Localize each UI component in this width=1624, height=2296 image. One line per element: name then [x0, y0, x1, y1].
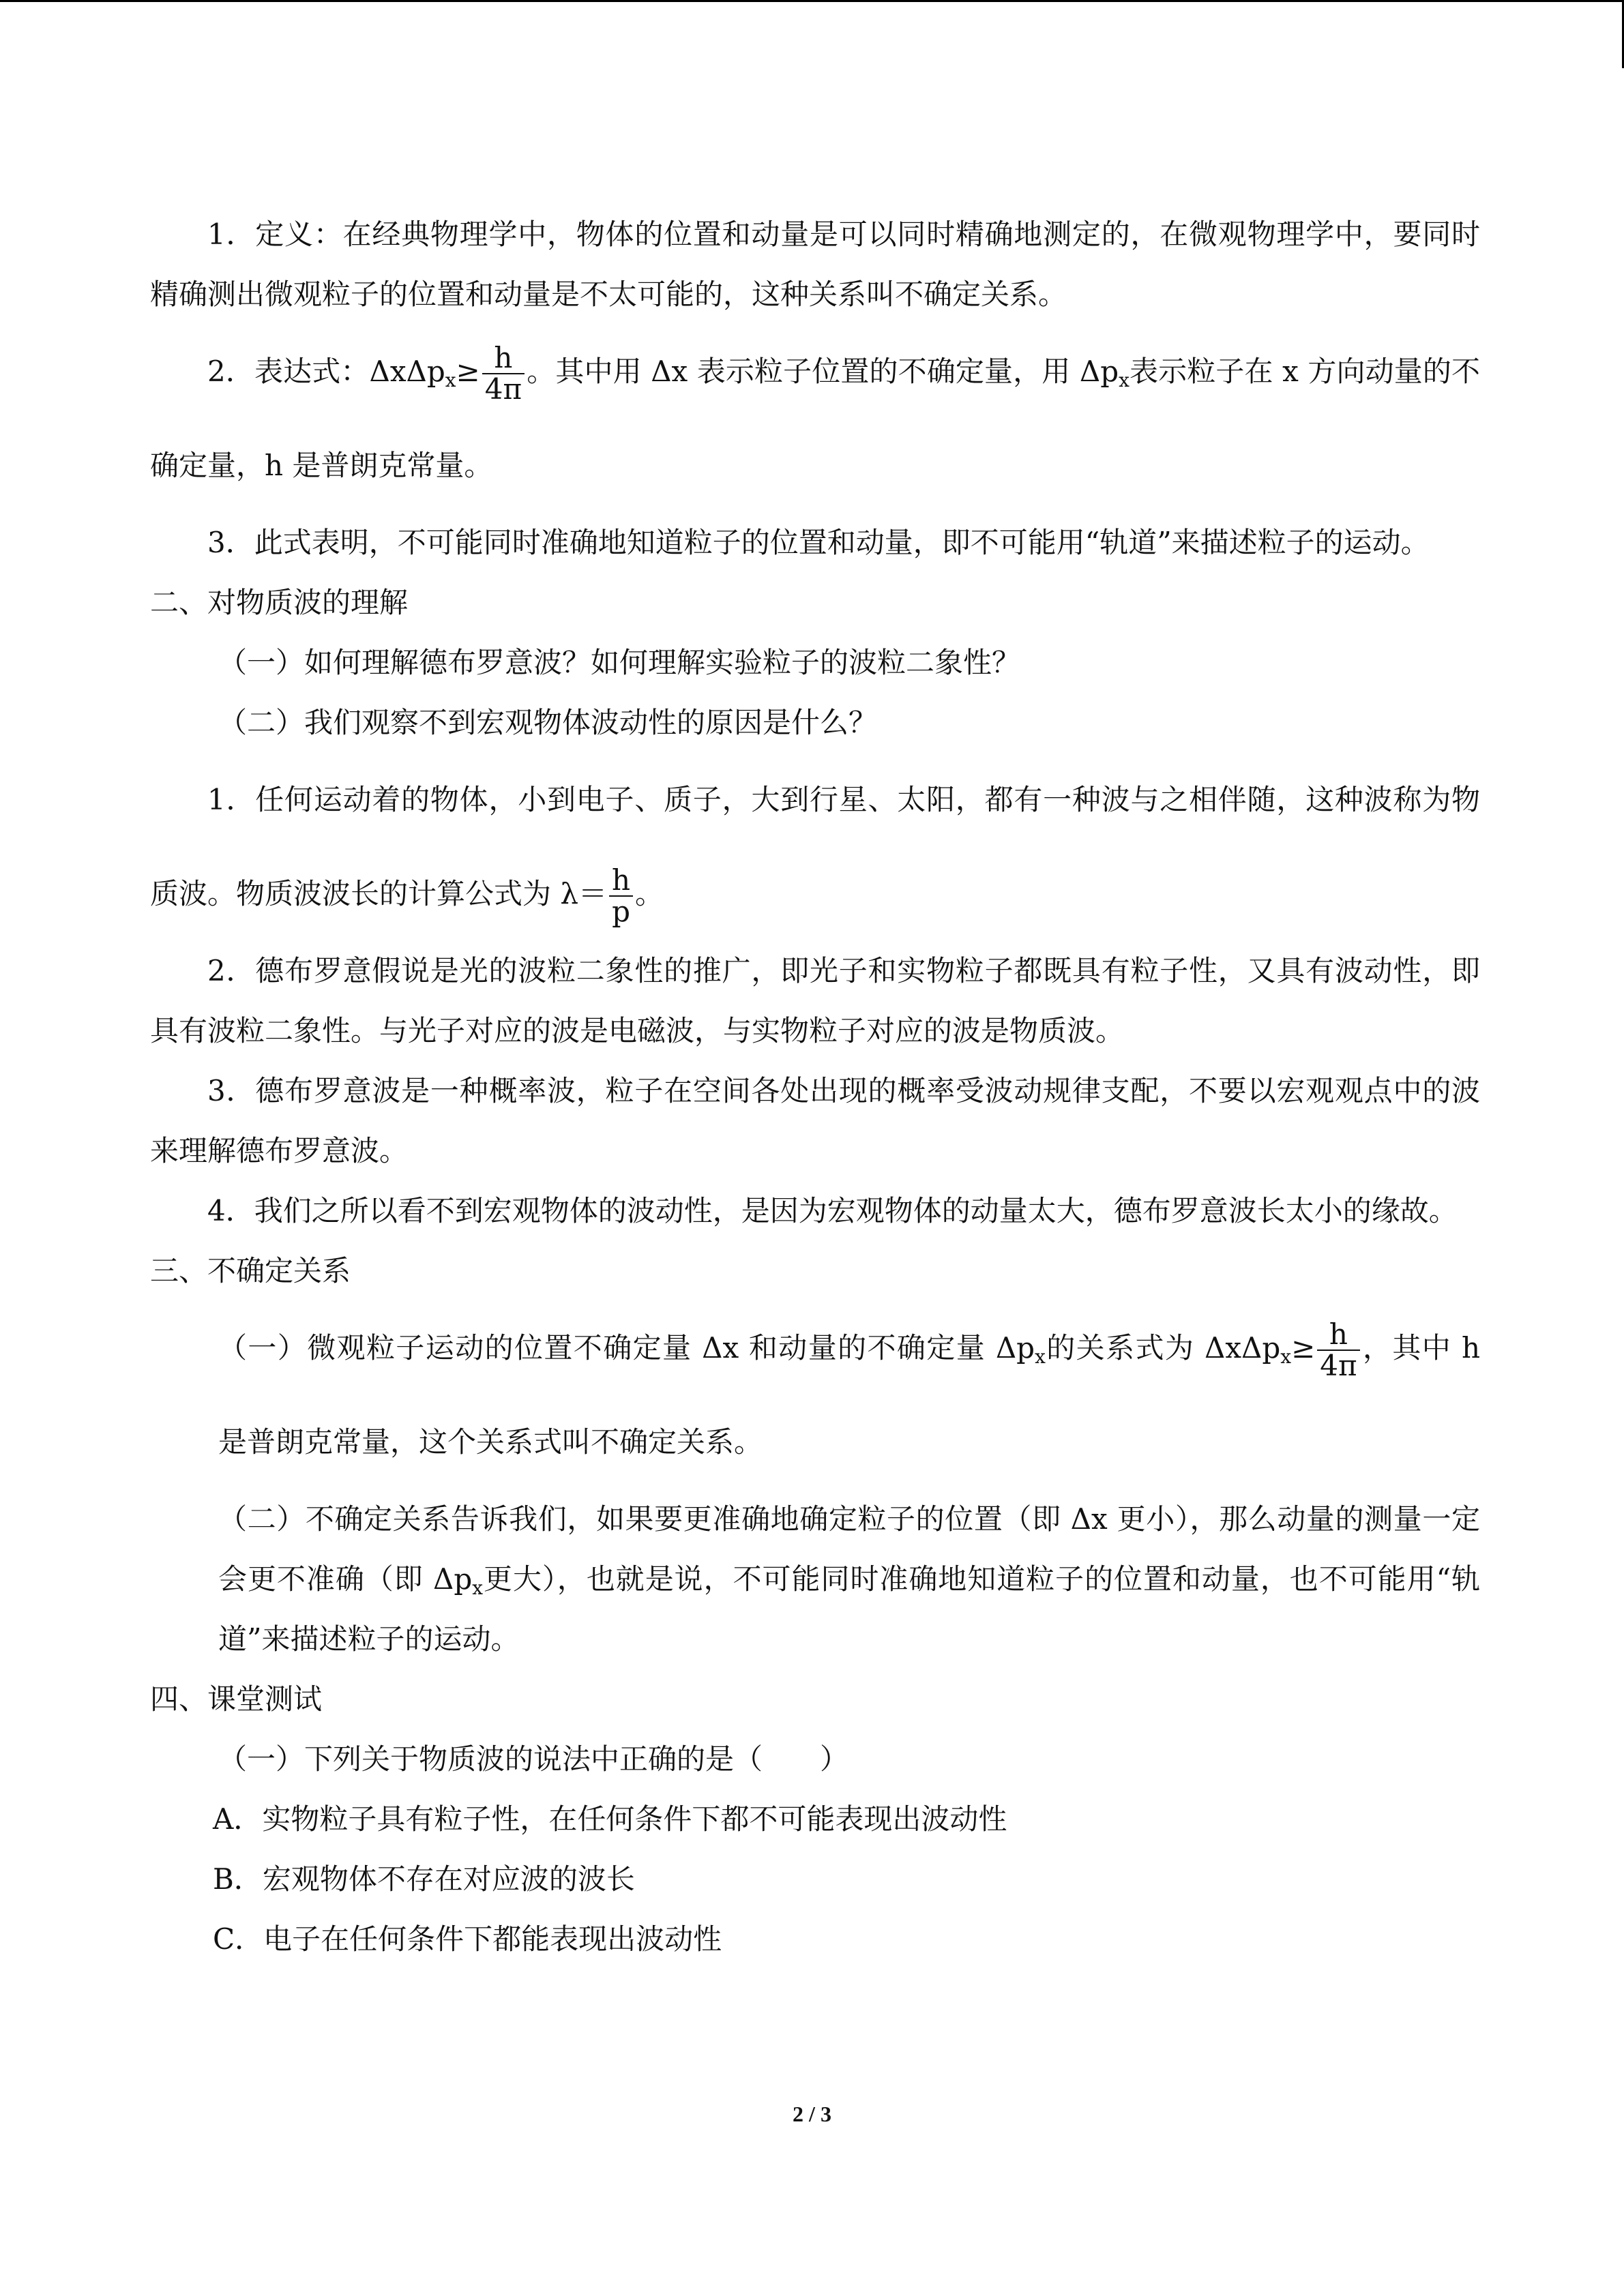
paragraph-de-broglie-hypothesis: 2．德布罗意假说是光的波粒二象性的推广，即光子和实物粒子都既具有粒子性，又具有波动性，即具有波粒二象性。与光子对应的波是电磁波，与实物粒子对应的波是物质波。 [150, 954, 1480, 1047]
text: 。 [635, 877, 664, 910]
option-a: A．实物粒子具有粒子性，在任何条件下都不可能表现出波动性 [213, 1802, 1007, 1836]
option-b: B．宏观物体不存在对应波的波长 [213, 1862, 635, 1896]
document-page [150, 205, 1480, 1969]
fraction-h-over-4pi [1317, 1317, 1359, 1382]
text: （一）微观粒子运动的位置不确定量 Δx 和动量的不确定量 Δp [218, 1331, 1035, 1365]
text: 2．表达式：ΔxΔp [207, 355, 445, 388]
paragraph-probability-wave: 3．德布罗意波是一种概率波，粒子在空间各处出现的概率受波动规律支配，不要以宏观观点中的波来理解德布罗意波。 [150, 1074, 1480, 1167]
question-1: （一）如何理解德布罗意波？如何理解实验粒子的波粒二象性？ [218, 646, 1021, 679]
section-heading-4: 四、课堂测试 [150, 1682, 323, 1716]
paragraph-implication: 3．此式表明，不可能同时准确地知道粒子的位置和动量，即不可能用“轨道”来描述粒子的运动。 [207, 526, 1430, 559]
text: ，其中 h 是普朗克常量，这个关系式叫不确定关系。 [218, 1331, 1480, 1459]
paragraph-expression [150, 325, 1480, 513]
question-2: （二）我们观察不到宏观物体波动性的原因是什么？ [218, 706, 878, 739]
text: 。其中用 Δx 表示粒子位置的不确定量，用 Δp [527, 355, 1119, 388]
fraction-h-over-p [609, 865, 633, 927]
paragraph-macroscopic: 4．我们之所以看不到宏观物体的波动性，是因为宏观物体的动量太大，德布罗意波长太小的缘故。 [207, 1194, 1458, 1227]
fraction-numerator: h [611, 863, 631, 897]
test-question-1: （一）下列关于物质波的说法中正确的是（ ） [218, 1742, 849, 1776]
page-number: 2 / 3 [793, 2102, 831, 2126]
paragraph-matter-wave [150, 753, 1480, 941]
text: 的关系式为 ΔxΔp [1045, 1331, 1281, 1365]
text: ≥ [1291, 1331, 1316, 1365]
text: （二）不确定关系告诉我们，如果要更准确地确定粒子的位置（即 Δx 更小），那么动量的测量一定会更不准确（即 Δp [218, 1502, 1480, 1596]
paragraph-uncertainty-relation [150, 1301, 1480, 1489]
text: 更大），也就是说，不可能同时准确地知道粒子的位置和动量，也不可能用“轨道”来描述粒子的运动。 [218, 1562, 1480, 1656]
subscript: x [1280, 1345, 1292, 1368]
subscript: x [1119, 369, 1130, 391]
section-heading-3: 三、不确定关系 [150, 1254, 351, 1287]
section-heading-2: 二、对物质波的理解 [150, 586, 409, 619]
fraction-h-over-4pi [482, 340, 525, 406]
paragraph-uncertainty-meaning [150, 1489, 1480, 1669]
fraction-denominator: p [609, 895, 633, 927]
subscript: x [1035, 1345, 1046, 1368]
fraction-denominator: 4π [1317, 1350, 1359, 1381]
option-c: C．电子在任何条件下都能表现出波动性 [213, 1922, 722, 1956]
text: 表示粒子在 x 方向动量的不确定量，h 是普朗克常量。 [150, 355, 1480, 482]
fraction-numerator: h [1329, 1317, 1348, 1351]
paragraph-definition: 1．定义：在经典物理学中，物体的位置和动量是可以同时精确地测定的，在微观物理学中，要同时精确测出微观粒子的位置和动量是不太可能的，这种关系叫不确定关系。 [150, 218, 1480, 311]
top-border [0, 0, 1624, 2]
subscript: x [445, 369, 456, 391]
subscript: x [472, 1577, 484, 1599]
fraction-denominator: 4π [482, 373, 525, 404]
fraction-numerator: h [494, 340, 513, 374]
text: 1．任何运动着的物体，小到电子、质子，大到行星、太阳，都有一种波与之相伴随，这种波称为物质波。物质波波长的计算公式为 λ＝ [150, 783, 1480, 910]
text: ≥ [456, 355, 480, 388]
